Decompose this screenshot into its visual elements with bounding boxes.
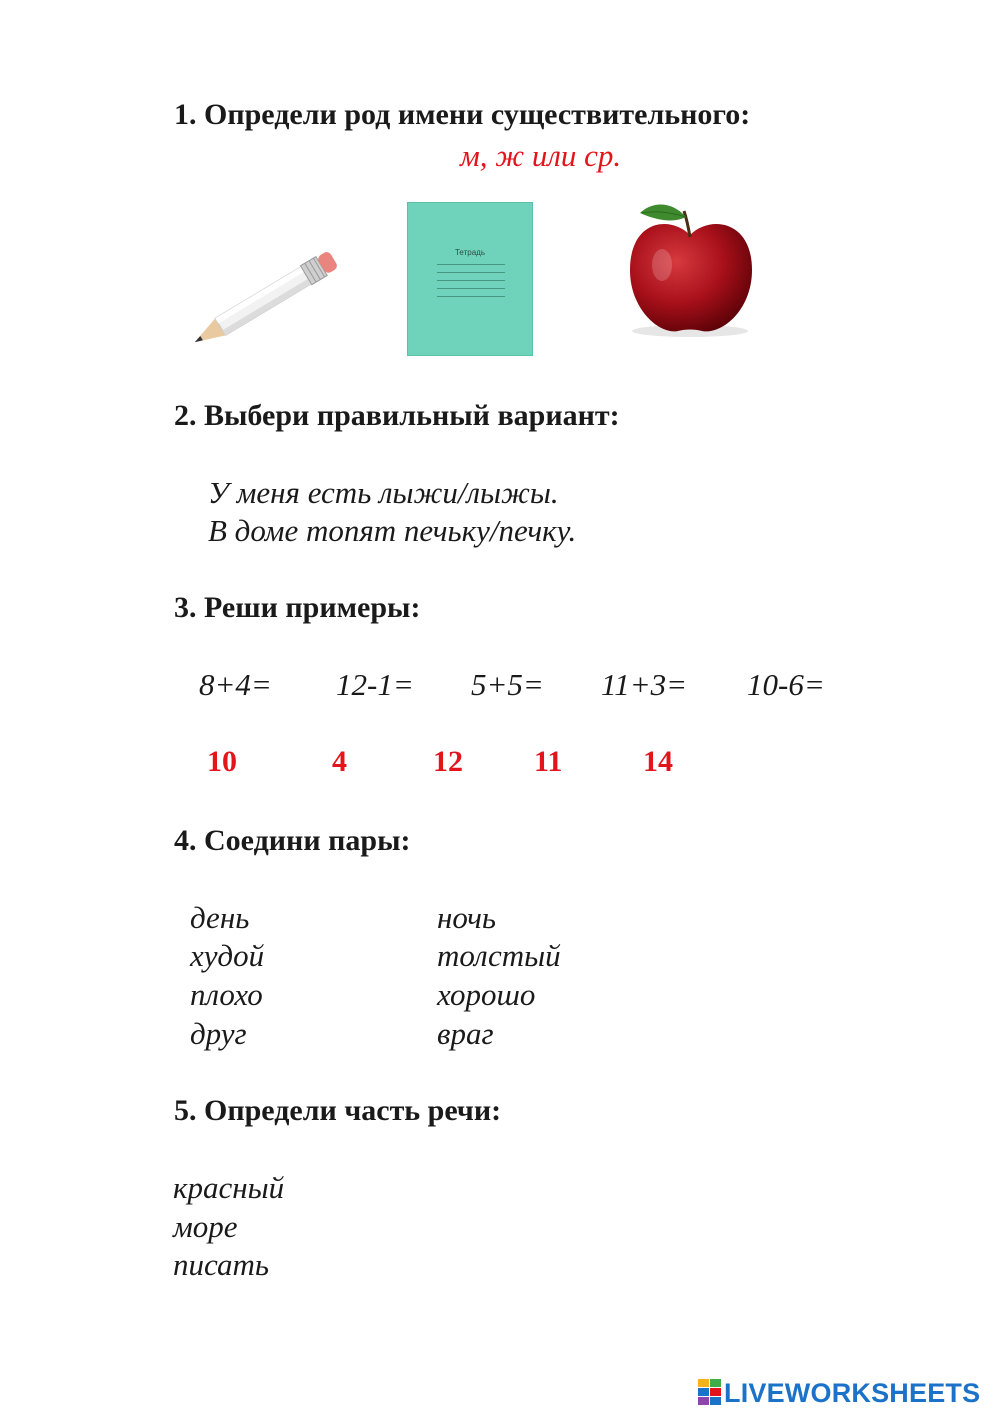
notebook-image <box>407 202 533 356</box>
pair-right-1[interactable]: ночь <box>437 900 496 935</box>
answer-option-4[interactable]: 11 <box>534 745 563 778</box>
example-2: 12-1= <box>336 667 414 702</box>
answer-option-1[interactable]: 10 <box>207 745 237 778</box>
pair-left-2[interactable]: худой <box>190 938 265 973</box>
task1-hint: м, ж или ср. <box>460 138 622 173</box>
part-of-speech-word-1: красный <box>173 1170 285 1205</box>
task5-heading: 5. Определи часть речи: <box>174 1094 502 1127</box>
pair-right-4[interactable]: враг <box>437 1016 494 1051</box>
apple-image <box>600 195 785 357</box>
pair-left-3[interactable]: плохо <box>190 977 263 1012</box>
pair-left-4[interactable]: друг <box>190 1016 247 1051</box>
logo-grid-icon <box>698 1379 722 1407</box>
pair-left-1[interactable]: день <box>190 900 250 935</box>
part-of-speech-word-3: писать <box>173 1247 269 1282</box>
example-4: 11+3= <box>601 667 688 702</box>
task4-heading: 4. Соедини пары: <box>174 824 411 857</box>
answer-option-5[interactable]: 14 <box>643 745 673 778</box>
example-3: 5+5= <box>471 667 544 702</box>
part-of-speech-word-2: море <box>173 1209 238 1244</box>
pencil-image <box>175 250 350 352</box>
answer-option-2[interactable]: 4 <box>332 745 347 778</box>
task2-line-1: У меня есть лыжи/лыжы. <box>208 475 559 510</box>
notebook-label: Тетрадь <box>454 248 486 257</box>
answer-option-3[interactable]: 12 <box>433 745 463 778</box>
pair-right-2[interactable]: толстый <box>437 938 561 973</box>
task2-line-2: В доме топят печьку/печку. <box>208 513 577 548</box>
task2-heading: 2. Выбери правильный вариант: <box>174 399 620 432</box>
example-1: 8+4= <box>199 667 272 702</box>
pair-right-3[interactable]: хорошо <box>437 977 536 1012</box>
example-5: 10-6= <box>747 667 825 702</box>
task3-heading: 3. Реши примеры: <box>174 591 421 624</box>
task1-heading: 1. Определи род имени существительного: <box>174 98 751 131</box>
logo-text: LIVEWORKSHEETS <box>724 1378 981 1408</box>
